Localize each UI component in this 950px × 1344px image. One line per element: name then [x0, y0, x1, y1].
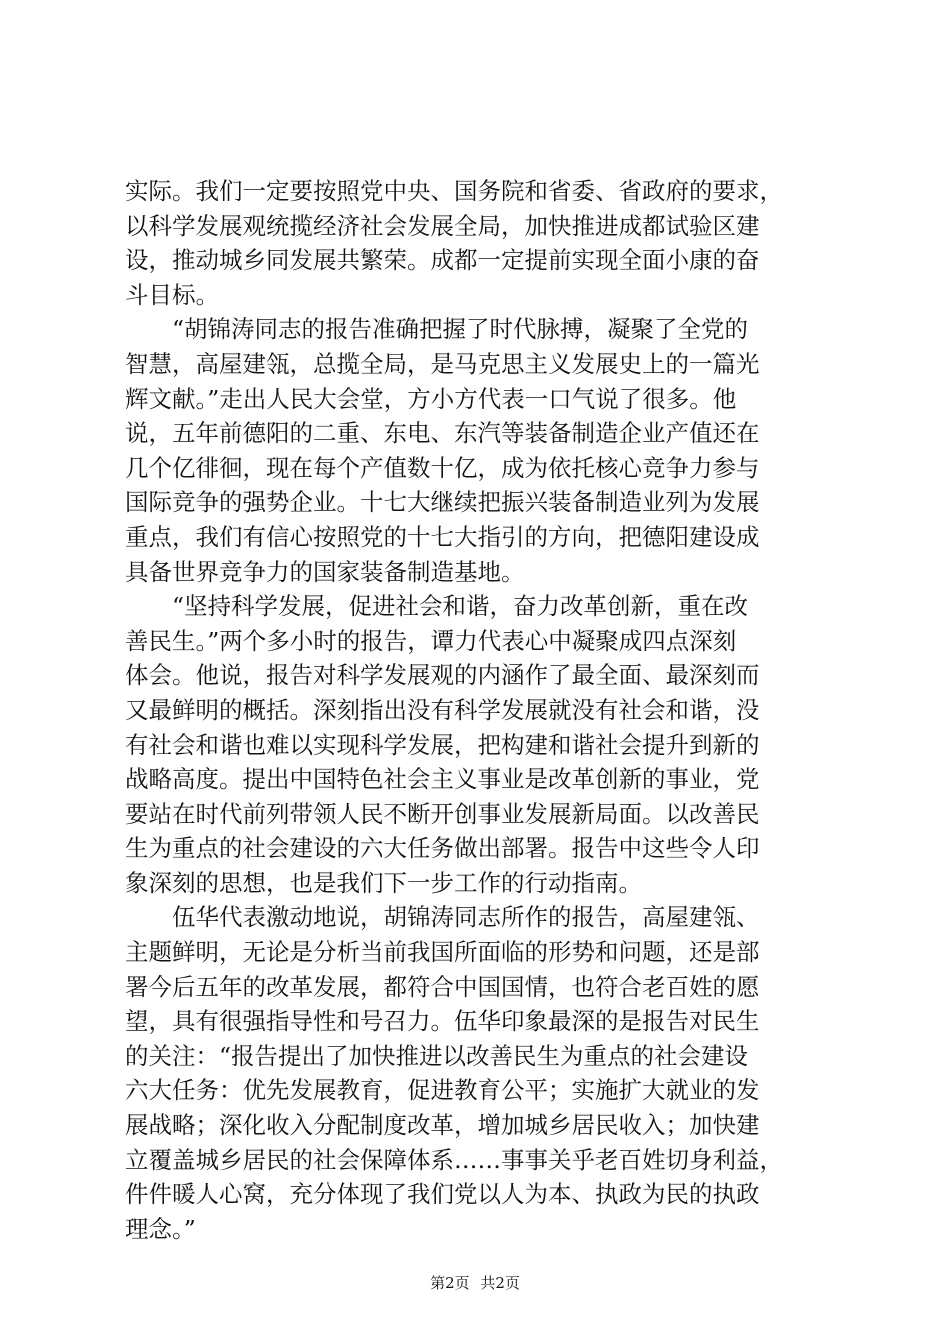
text-line: 六大任务：优先发展教育，促进教育公平；实施扩大就业的发 [125, 1076, 760, 1105]
paragraph [125, 900, 835, 1246]
paragraph [125, 174, 835, 312]
page-total: 共2页 [480, 1274, 520, 1292]
text-line: 又最鲜明的概括。深刻指出没有科学发展就没有社会和谐，没 [125, 695, 760, 724]
text-line: 几个亿徘徊，现在每个产值数十亿，成为依托核心竞争力参与 [125, 453, 760, 482]
page-footer [0, 1273, 950, 1293]
text-line: 辉文献。”走出人民大会堂，方小方代表一口气说了很多。他 [125, 384, 737, 413]
paragraph [125, 312, 835, 589]
text-line: 署今后五年的改革发展，都符合中国国情，也符合老百姓的愿 [125, 972, 760, 1001]
text-line: 伍华代表激动地说，胡锦涛同志所作的报告，高屋建瓴、 [172, 903, 760, 932]
text-line: 主题鲜明，无论是分析当前我国所面临的形势和问题，还是部 [125, 938, 760, 967]
text-line: 件件暖人心窝，充分体现了我们党以人为本、执政为民的执政 [125, 1180, 760, 1209]
text-line: 实际。我们一定要按照党中央、国务院和省委、省政府的要求， [125, 177, 783, 205]
text-line: 的关注：“报告提出了加快推进以改善民生为重点的社会建设 [125, 1041, 749, 1070]
text-line: 展战略；深化收入分配制度改革，增加城乡居民收入；加快建 [125, 1111, 760, 1140]
text-line: 智慧，高屋建瓴，总揽全局，是马克思主义发展史上的一篇光 [125, 349, 760, 378]
text-line: 理念。” [125, 1214, 196, 1243]
text-line: 具备世界竞争力的国家装备制造基地。 [125, 557, 525, 586]
text-line: 设，推动城乡同发展共繁荣。成都一定提前实现全面小康的奋 [125, 246, 760, 275]
text-line: 说，五年前德阳的二重、东电、东汽等装备制造企业产值还在 [125, 419, 760, 448]
text-line: 有社会和谐也难以实现科学发展，把构建和谐社会提升到新的 [125, 730, 760, 759]
text-line: 体会。他说，报告对科学发展观的内涵作了最全面、最深刻而 [125, 661, 760, 690]
text-line: 望，具有很强指导性和号召力。伍华印象最深的是报告对民生 [125, 1007, 760, 1036]
text-line: “胡锦涛同志的报告准确把握了时代脉搏，凝聚了全党的 [172, 315, 749, 344]
text-line: 战略高度。提出中国特色社会主义事业是改革创新的事业，党 [125, 765, 760, 794]
text-line: 以科学发展观统揽经济社会发展全局，加快推进成都试验区建 [125, 211, 760, 240]
text-line: 国际竞争的强势企业。十七大继续把振兴装备制造业列为发展 [125, 488, 760, 517]
text-line: 斗目标。 [125, 280, 219, 309]
document-body [125, 174, 835, 1246]
text-line: 重点，我们有信心按照党的十七大指引的方向，把德阳建设成 [125, 522, 760, 551]
text-line: 象深刻的思想，也是我们下一步工作的行动指南。 [125, 868, 642, 897]
text-line: 要站在时代前列带领人民不断开创事业发展新局面。以改善民 [125, 799, 760, 828]
text-line: 生为重点的社会建设的六大任务做出部署。报告中这些令人印 [125, 834, 760, 863]
text-line: “坚持科学发展，促进社会和谐，奋力改革创新，重在改 [172, 592, 749, 621]
text-line: 立覆盖城乡居民的社会保障体系……事事关乎老百姓切身利益， [125, 1145, 783, 1174]
paragraph [125, 589, 835, 900]
text-line: 善民生。”两个多小时的报告，谭力代表心中凝聚成四点深刻 [125, 626, 737, 655]
page-number: 第2页 [430, 1274, 470, 1292]
